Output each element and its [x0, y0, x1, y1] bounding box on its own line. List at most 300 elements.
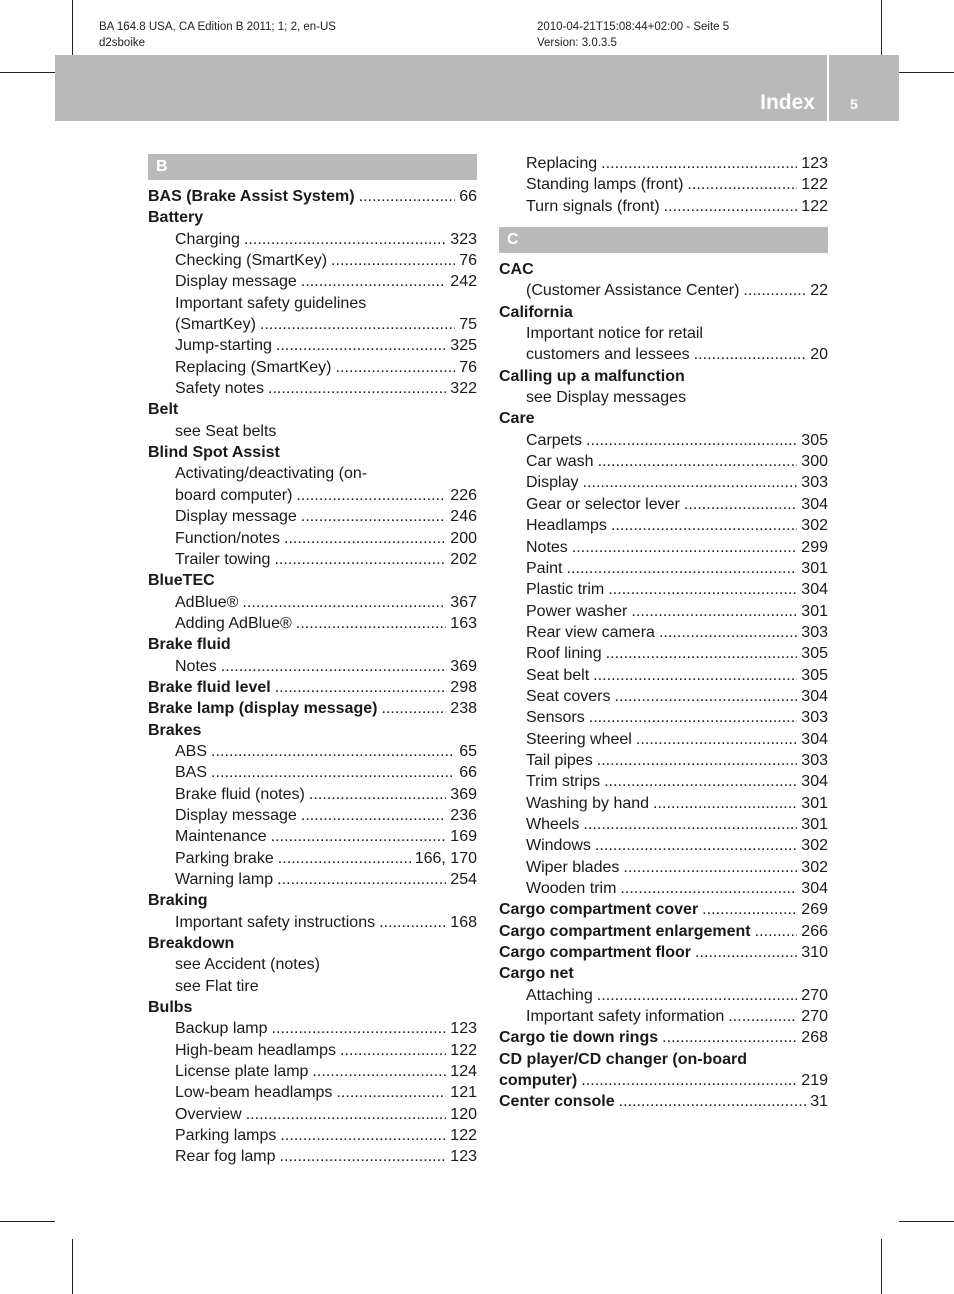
index-subentry: [499, 387, 828, 408]
page-reference: 300: [801, 453, 828, 471]
entry-text: License plate lamp: [175, 1063, 309, 1081]
dot-leader: [359, 186, 456, 207]
entry-text: Car wash: [526, 453, 594, 471]
index-subentry: [148, 805, 477, 826]
index-subentry: [499, 686, 828, 707]
index-subentry: [148, 271, 477, 292]
entry-text: AdBlue®: [175, 593, 239, 611]
crop-mark: [0, 72, 55, 73]
dot-leader: [280, 1125, 446, 1146]
dot-leader: [296, 485, 446, 506]
entry-text: computer): [499, 1072, 578, 1090]
index-subentry: [499, 323, 828, 344]
index-subentry: [148, 335, 477, 356]
entry-text: Trailer towing: [175, 550, 271, 568]
print-meta-line: d2sboike: [99, 37, 146, 49]
dot-leader: [595, 835, 797, 856]
index-subentry: [148, 954, 477, 975]
dot-leader: [589, 707, 798, 728]
page-reference: 299: [801, 538, 828, 556]
index-subentry: [148, 1061, 477, 1082]
entry-text: Warning lamp: [175, 871, 274, 888]
entry-text: Brakes: [148, 721, 202, 739]
dot-leader: [572, 537, 798, 558]
dot-leader: [271, 826, 447, 847]
page-reference: 301: [801, 602, 828, 620]
page-reference: 302: [801, 837, 828, 855]
page-reference: 22: [810, 282, 828, 300]
entry-text: Belt: [148, 401, 179, 419]
entry-text: Display message: [175, 273, 297, 291]
page-reference: 226: [450, 486, 477, 504]
index-subentry: [148, 592, 477, 613]
entry-text: Power washer: [526, 602, 628, 620]
entry-text: customers and lessees: [526, 346, 690, 364]
index-subentry: [148, 549, 477, 570]
index-subentry: [148, 1082, 477, 1103]
dot-leader: [583, 814, 797, 835]
page-reference: 242: [450, 273, 477, 291]
dot-leader: [272, 1018, 447, 1039]
index-subentry: [148, 293, 477, 314]
index-heading: [499, 1070, 828, 1091]
entry-text: Adding AdBlue®: [175, 614, 292, 632]
index-subentry: [499, 515, 828, 536]
index-subentry: [148, 848, 477, 869]
dot-leader: [276, 335, 446, 356]
dot-leader: [614, 686, 797, 707]
page-reference: 166, 170: [414, 849, 477, 867]
crop-mark: [881, 0, 882, 55]
entry-text: Overview: [175, 1105, 242, 1123]
entry-text: see Accident (notes): [175, 956, 320, 974]
index-heading: [499, 921, 828, 942]
crop-mark: [899, 72, 954, 73]
index-heading: [499, 1091, 828, 1112]
dot-leader: [581, 1070, 797, 1091]
dot-leader: [606, 643, 798, 664]
page-reference: 367: [450, 593, 477, 611]
entry-text: Jump-starting: [175, 337, 272, 355]
index-subentry: [148, 357, 477, 378]
page-reference: 123: [450, 1020, 477, 1038]
index-heading: [499, 942, 828, 963]
entry-text: (Customer Assistance Center): [526, 282, 740, 300]
page-reference: 65: [459, 742, 477, 760]
entry-text: Cargo tie down rings: [499, 1029, 659, 1047]
entry-text: Breakdown: [148, 935, 235, 953]
entry-text: Bulbs: [148, 999, 193, 1017]
dot-leader: [662, 1027, 797, 1048]
page-reference: 323: [450, 230, 477, 248]
entry-text: Maintenance: [175, 828, 267, 846]
page-reference: 302: [801, 517, 828, 535]
entry-text: Sensors: [526, 709, 585, 727]
page-reference: 123: [801, 155, 828, 172]
page-reference: 120: [450, 1105, 477, 1123]
page-reference: 305: [801, 645, 828, 663]
dot-leader: [619, 1091, 807, 1112]
page-reference: 304: [801, 730, 828, 748]
entry-text: Battery: [148, 209, 204, 227]
dot-leader: [695, 942, 797, 963]
dot-leader: [664, 196, 798, 217]
index-entry-list: [499, 153, 828, 217]
entry-text: Seat covers: [526, 687, 611, 705]
dot-leader: [221, 656, 447, 677]
entry-text: Wooden trim: [526, 880, 617, 897]
entry-text: Backup lamp: [175, 1020, 268, 1038]
index-column-right: [499, 153, 828, 1113]
page-reference: 270: [801, 986, 828, 1004]
index-subentry: [148, 250, 477, 271]
page-reference: 75: [459, 316, 477, 334]
page-reference: 270: [801, 1008, 828, 1026]
page-title: Index: [760, 91, 815, 114]
dot-leader: [284, 528, 446, 549]
page-reference: 304: [801, 773, 828, 791]
index-subentry: [148, 1104, 477, 1125]
dot-leader: [211, 741, 455, 762]
dot-leader: [728, 1006, 797, 1027]
entry-text: BlueTEC: [148, 572, 215, 590]
entry-text: Standing lamps (front): [526, 176, 684, 194]
index-subentry: [499, 707, 828, 728]
page-reference: 122: [450, 1041, 477, 1059]
entry-text: Important notice for retail: [526, 325, 703, 343]
dot-leader: [277, 869, 446, 890]
dot-leader: [280, 1146, 447, 1167]
page-reference: 122: [801, 197, 828, 215]
entry-text: ABS: [175, 742, 208, 760]
print-meta-right: [537, 19, 729, 51]
page-reference: 66: [459, 764, 477, 782]
entry-text: Activating/deactivating (on-: [175, 465, 368, 483]
dot-leader: [268, 378, 446, 399]
entry-text: Calling up a malfunction: [499, 367, 685, 385]
dot-leader: [604, 771, 797, 792]
index-subentry: [499, 1006, 828, 1027]
dot-leader: [755, 921, 798, 942]
index-subentry: [499, 558, 828, 579]
page-reference: 122: [450, 1127, 477, 1145]
entry-text: Replacing: [526, 155, 598, 172]
page-reference: 305: [801, 431, 828, 449]
page-reference: 169: [450, 828, 477, 846]
index-heading: [148, 570, 477, 591]
page-reference: 302: [801, 858, 828, 876]
index-heading: [499, 366, 828, 387]
crop-mark: [881, 1239, 882, 1294]
page-reference: 236: [450, 806, 477, 824]
dot-leader: [275, 677, 447, 698]
entry-text: Seat belt: [526, 666, 590, 684]
entry-text: Washing by hand: [526, 794, 650, 812]
index-subentry: [148, 314, 477, 335]
index-subentry: [499, 643, 828, 664]
entry-text: Brake fluid level: [148, 678, 271, 696]
index-subentry: [148, 1040, 477, 1061]
page-reference: 121: [450, 1084, 477, 1102]
index-subentry: [499, 985, 828, 1006]
index-subentry: [499, 622, 828, 643]
page-reference: 325: [450, 337, 477, 355]
index-subentry: [499, 153, 828, 174]
dot-leader: [301, 805, 446, 826]
dot-leader: [242, 592, 446, 613]
entry-text: Display message: [175, 508, 297, 526]
page-reference: 202: [450, 550, 477, 568]
index-subentry: [499, 793, 828, 814]
index-heading: [499, 259, 828, 280]
entry-text: Display message: [175, 806, 297, 824]
index-subentry: [148, 378, 477, 399]
index-subentry: [148, 976, 477, 997]
dot-leader: [244, 229, 446, 250]
index-subentry: [499, 472, 828, 493]
entry-text: California: [499, 303, 573, 321]
page-reference: 269: [801, 901, 828, 919]
index-subentry: [148, 1018, 477, 1039]
entry-text: Checking (SmartKey): [175, 252, 328, 270]
entry-text: Cargo compartment floor: [499, 944, 692, 962]
page-reference: 305: [801, 666, 828, 684]
page-reference: 123: [450, 1148, 477, 1166]
page-reference: 301: [801, 559, 828, 577]
page-reference: 298: [450, 678, 477, 696]
entry-text: Carpets: [526, 431, 583, 449]
index-heading: [499, 1027, 828, 1048]
dot-leader: [566, 558, 797, 579]
page-reference: 219: [801, 1072, 828, 1090]
entry-text: Notes: [175, 657, 217, 675]
dot-leader: [274, 549, 446, 570]
entry-text: Attaching: [526, 986, 593, 1004]
index-subentry: [148, 485, 477, 506]
dot-leader: [336, 357, 456, 378]
index-heading: [148, 890, 477, 911]
index-entry-list: [148, 186, 477, 1168]
entry-text: Headlamps: [526, 517, 607, 535]
entry-text: board computer): [175, 486, 293, 504]
page-number: 5: [850, 96, 858, 112]
page-reference: 310: [801, 944, 828, 962]
print-meta-line: BA 164.8 USA, CA Edition B 2011; 1; 2, en-US: [99, 21, 336, 33]
dot-leader: [611, 515, 797, 536]
page-reference: 76: [459, 252, 477, 270]
entry-text: Parking lamps: [175, 1127, 277, 1145]
page-reference: 31: [810, 1093, 828, 1111]
index-heading: [148, 997, 477, 1018]
dot-leader: [636, 729, 797, 750]
index-heading: [148, 933, 477, 954]
entry-text: Brake lamp (display message): [148, 700, 378, 718]
entry-text: Braking: [148, 892, 208, 910]
index-heading: [499, 302, 828, 323]
dot-leader: [336, 1082, 446, 1103]
index-heading: [148, 207, 477, 228]
index-subentry: [148, 784, 477, 805]
page-reference: 266: [801, 922, 828, 940]
entry-text: Trim strips: [526, 773, 601, 791]
dot-leader: [601, 153, 797, 174]
dot-leader: [278, 848, 411, 869]
entry-text: Wiper blades: [526, 858, 620, 876]
index-entry-list: [499, 259, 828, 1113]
page-reference: 122: [801, 176, 828, 194]
dot-leader: [653, 793, 797, 814]
entry-text: Cargo compartment cover: [499, 901, 699, 919]
index-heading: [499, 963, 828, 984]
entry-text: Safety notes: [175, 380, 264, 398]
page-reference: 304: [801, 581, 828, 599]
page-reference: 304: [801, 687, 828, 705]
index-subentry: [148, 869, 477, 890]
dot-leader: [620, 878, 797, 899]
index-heading: [148, 186, 477, 207]
index-subentry: [499, 430, 828, 451]
index-subentry: [499, 579, 828, 600]
page-reference: 303: [801, 623, 828, 641]
dot-leader: [309, 784, 446, 805]
dot-leader: [598, 451, 798, 472]
index-subentry: [499, 665, 828, 686]
dot-leader: [301, 506, 446, 527]
page-reference: 369: [450, 785, 477, 803]
index-subentry: [148, 229, 477, 250]
dot-leader: [631, 601, 797, 622]
index-subentry: [499, 280, 828, 301]
page-reference: 303: [801, 709, 828, 727]
index-subentry: [499, 537, 828, 558]
index-heading: [148, 399, 477, 420]
entry-text: Center console: [499, 1093, 615, 1111]
entry-text: see Display messages: [526, 389, 687, 407]
entry-text: Care: [499, 410, 535, 428]
index-subentry: [148, 613, 477, 634]
index-subentry: [148, 826, 477, 847]
entry-text: Cargo compartment enlargement: [499, 922, 751, 940]
entry-text: High-beam headlamps: [175, 1041, 336, 1059]
entry-text: CD player/CD changer (on-board: [499, 1050, 748, 1068]
index-heading: [148, 677, 477, 698]
page-reference: 303: [801, 751, 828, 769]
entry-text: CAC: [499, 261, 534, 279]
page-reference: 66: [459, 188, 477, 205]
index-column-left: [148, 154, 477, 1168]
index-subentry: [499, 729, 828, 750]
dot-leader: [694, 344, 807, 365]
page-reference: 304: [801, 495, 828, 513]
dot-leader: [379, 912, 446, 933]
index-heading: [499, 899, 828, 920]
entry-text: Notes: [526, 538, 568, 556]
page-reference: 124: [450, 1063, 477, 1081]
index-subentry: [499, 857, 828, 878]
band-divider: [827, 55, 829, 121]
entry-text: Plastic trim: [526, 581, 605, 599]
index-subentry: [148, 656, 477, 677]
entry-text: Blind Spot Assist: [148, 444, 280, 462]
dot-leader: [586, 430, 797, 451]
page-reference: 303: [801, 474, 828, 492]
entry-text: Tail pipes: [526, 751, 593, 769]
title-band: [55, 55, 899, 121]
entry-text: Charging: [175, 230, 240, 248]
index-subentry: [499, 344, 828, 365]
dot-leader: [312, 1061, 446, 1082]
entry-text: Rear view camera: [526, 623, 655, 641]
entry-text: Cargo net: [499, 965, 574, 983]
index-subentry: [499, 814, 828, 835]
page-reference: 301: [801, 815, 828, 833]
print-meta-line: 2010-04-21T15:08:44+02:00 - Seite 5: [537, 21, 730, 33]
dot-leader: [743, 280, 806, 301]
crop-mark: [0, 1221, 55, 1222]
print-meta-line: Version: 3.0.3.5: [537, 37, 617, 49]
page-reference: 200: [450, 529, 477, 547]
dot-leader: [211, 762, 455, 783]
entry-text: Brake fluid: [148, 636, 231, 654]
dot-leader: [597, 985, 798, 1006]
index-heading: [499, 1049, 828, 1070]
dot-leader: [381, 698, 446, 719]
dot-leader: [608, 579, 797, 600]
index-subentry: [499, 196, 828, 217]
entry-text: BAS (Brake Assist System): [148, 188, 355, 205]
dot-leader: [340, 1040, 446, 1061]
page-reference: 246: [450, 508, 477, 526]
dot-leader: [597, 750, 798, 771]
entry-text: Rear fog lamp: [175, 1148, 276, 1166]
index-subentry: [148, 912, 477, 933]
index-heading: [499, 408, 828, 429]
page-reference: 254: [450, 871, 477, 888]
index-heading: [148, 634, 477, 655]
page-reference: 268: [801, 1029, 828, 1047]
dot-leader: [702, 899, 797, 920]
index-subentry: [499, 601, 828, 622]
index-subentry: [148, 528, 477, 549]
index-subentry: [148, 1146, 477, 1167]
page-reference: 238: [450, 700, 477, 718]
dot-leader: [296, 613, 447, 634]
index-subentry: [148, 506, 477, 527]
crop-mark: [899, 1221, 954, 1222]
dot-leader: [260, 314, 455, 335]
print-meta-left: [99, 19, 336, 51]
crop-mark: [72, 0, 73, 55]
entry-text: Function/notes: [175, 529, 280, 547]
entry-text: Windows: [526, 837, 591, 855]
index-subentry: [499, 771, 828, 792]
entry-text: Low-beam headlamps: [175, 1084, 333, 1102]
index-subentry: [148, 1125, 477, 1146]
page-reference: 369: [450, 657, 477, 675]
entry-text: Steering wheel: [526, 730, 632, 748]
index-subentry: [148, 741, 477, 762]
index-subentry: [499, 451, 828, 472]
entry-text: Replacing (SmartKey): [175, 358, 332, 376]
entry-text: see Seat belts: [175, 422, 277, 440]
page-reference: 76: [459, 358, 477, 376]
index-subentry: [499, 174, 828, 195]
entry-text: Important safety instructions: [175, 913, 376, 931]
entry-text: Turn signals (front): [526, 197, 660, 215]
index-subentry: [499, 750, 828, 771]
page-reference: 304: [801, 880, 828, 897]
index-heading: [148, 720, 477, 741]
